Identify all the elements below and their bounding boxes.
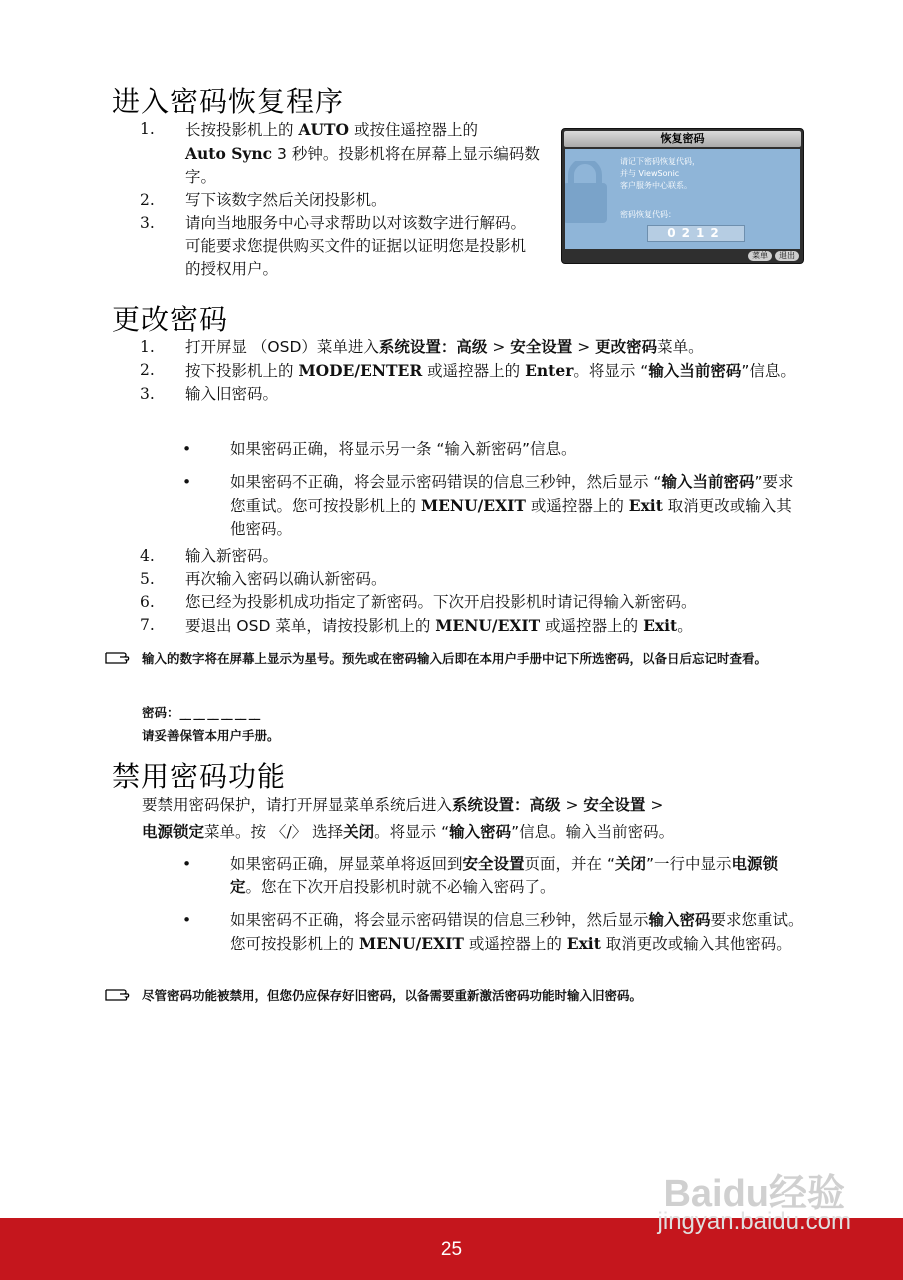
osd-message-line: 并与 ViewSonic [620, 169, 680, 178]
osd-message-line: 客户服务中心联系。 [620, 181, 692, 190]
change-steps-continued [140, 545, 820, 638]
password-record-line: 密码：__ __ __ __ __ __ [142, 705, 260, 720]
osd-recover-password-dialog [561, 128, 804, 264]
osd-body [565, 149, 800, 249]
osd-code-label: 密码恢复代码： [620, 210, 676, 219]
section-title-disable: 禁用密码功能 [112, 760, 287, 793]
osd-buttons [748, 251, 799, 261]
list-item: 2. 按下投影机上的 MODE/ENTER 或遥控器上的 Enter。将显示 “输入当前密码”信息。 [140, 361, 796, 380]
osd-recovery-code: 0212 [647, 225, 745, 242]
list-item: 5. 再次输入密码以确认新密码。 [140, 570, 387, 588]
list-item: 6. 您已经为投影机成功指定了新密码。下次开启投影机时请记得输入新密码。 [140, 593, 697, 611]
pointing-hand-icon [104, 649, 142, 670]
baidu-watermark-url: jingyan.baidu.com [657, 1208, 851, 1235]
note-keep-old-password: 尽管密码功能被禁用，但您仍应保存好旧密码，以备需要重新激活密码功能时输入旧密码。 [104, 986, 809, 1007]
osd-title: 恢复密码 [564, 131, 801, 147]
list-item: • 如果密码正确，将显示另一条 “输入新密码”信息。 [182, 440, 577, 458]
list-item: • 如果密码不正确，将会显示密码错误的信息三秒钟，然后显示输入密码要求您重试。您可按投影机上的 MENU/EXIT 或遥控器上的 Exit 取消更改或输入其他密码。 [182, 911, 804, 953]
list-item: 7. 要退出 OSD 菜单，请按投影机上的 MENU/EXIT 或遥控器上的 Exit。 [140, 616, 693, 635]
list-item: 3. 请向当地服务中心寻求帮助以对该数字进行解码。可能要求您提供购买文件的证据以证明您是投影机的授权用户。 [140, 214, 527, 278]
list-item: • 如果密码正确，屏显菜单将返回到安全设置页面，并在 “关闭”一行中显示电源锁定。您在下次开启投影机时就不必输入密码了。 [182, 855, 779, 896]
page-number: 25 [440, 1239, 463, 1260]
list-item: 1. 长按投影机上的 AUTO 或按住遥控器上的 Auto Sync 3 秒钟。投影机将在屏幕上显示编码数字。 [140, 120, 540, 186]
list-item: 4. 输入新密码。 [140, 547, 279, 565]
lock-icon [565, 161, 617, 231]
baidu-watermark: Baidu经验 [663, 1173, 845, 1215]
disable-intro: 要禁用密码保护，请打开屏显菜单系统后进入系统设置：高级 > 安全设置 > 电源锁定菜单。按 〈/〉 选择关闭。将显示 “输入密码”信息。输入当前密码。 [142, 796, 675, 841]
list-item: 2. 写下该数字然后关闭投影机。 [140, 191, 387, 209]
keep-manual-note: 请妥善保管本用户手册。 [142, 728, 280, 743]
osd-exit-button[interactable]: 退出 [775, 251, 799, 261]
section-title-change: 更改密码 [112, 303, 229, 336]
change-bullets [180, 438, 805, 551]
osd-menu-button[interactable]: 菜单 [748, 251, 772, 261]
recovery-steps [140, 118, 540, 281]
change-steps [140, 336, 820, 406]
list-item: 3. 输入旧密码。 [140, 385, 279, 403]
note-asterisk: 输入的数字将在屏幕上显示为星号。预先或在密码输入后即在本用户手册中记下所选密码，以备日后忘记时查看。 [104, 649, 809, 670]
osd-message-line: 请记下密码恢复代码， [620, 157, 700, 166]
section-title-recovery: 进入密码恢复程序 [112, 85, 345, 118]
list-item: 1. 打开屏显 （OSD）菜单进入系统设置：高级 > 安全设置 > 更改密码菜单。 [140, 338, 704, 356]
pointing-hand-icon [104, 986, 142, 1007]
list-item: • 如果密码不正确，将会显示密码错误的信息三秒钟，然后显示 “输入当前密码”要求您重试。您可按投影机上的 MENU/EXIT 或遥控器上的 Exit 取消更改或输入其他密码。 [182, 473, 794, 538]
disable-bullets [180, 853, 805, 966]
